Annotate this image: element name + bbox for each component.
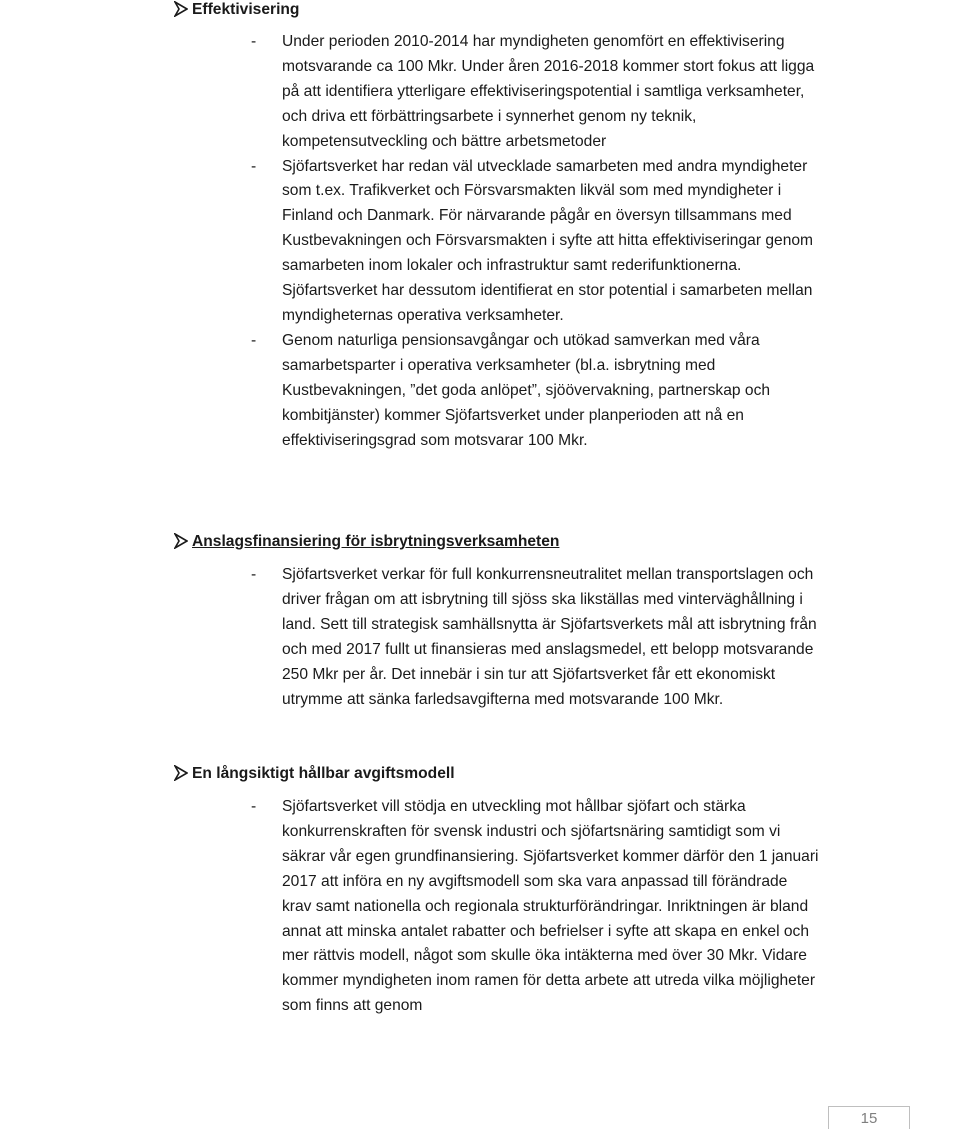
section-title: En långsiktigt hållbar avgiftsmodell xyxy=(192,765,455,782)
list-item-text: Sjöfartsverket har redan väl utvecklade samarbeten med andra myndigheter som t.ex. Trafikverket och Försvarsmakten likväl som med myndigheter i Finland och Danmark. För närvarande pågår en översyn tillsammans med Kustbevakningen och Försvarsmakten i syfte att hitta effektiviseringar genom samarbeten inom lokaler och infrastruktur samt rederifunktionerna. Sjöfartsverket har dessutom identifierat en stor potential i samarbeten mellan myndigheternas operativa verksamheter. xyxy=(282,157,814,324)
page-number: 15 xyxy=(860,1110,878,1127)
section-heading-avgiftsmodell xyxy=(192,762,455,786)
list-item xyxy=(251,795,821,1019)
page-number-box xyxy=(828,1106,910,1129)
section-list-anslagsfinansiering xyxy=(251,563,821,712)
arrow-bullet-icon xyxy=(174,533,188,549)
dash-bullet: - xyxy=(251,798,257,815)
dash-bullet: - xyxy=(251,331,257,349)
section-list-effektivisering xyxy=(251,30,821,453)
list-item xyxy=(251,155,821,329)
list-item-text: Under perioden 2010-2014 har myndigheten genomfört en effektivisering motsvarande ca 100 Mkr. Under åren 2016-2018 kommer stort fokus att ligga på att identifiera ytterligare effektiviseringspotential i samtliga verksamheter, och driva ett förbättringsarbete i synnerhet genom ny teknik, kompetensutveckling och bättre arbetsmetoder xyxy=(282,33,815,150)
section-title: Effektivisering xyxy=(192,1,300,18)
list-item xyxy=(251,563,821,712)
arrow-bullet-icon xyxy=(174,1,188,17)
list-item-text: Sjöfartsverket vill stödja en utveckling mot hållbar sjöfart och stärka konkurrenskraften för svensk industri och sjöfartsnäring samtidigt som vi säkrar vår egen grundfinansiering. Sjöfartsverket kommer därför den 1 januari 2017 att införa en ny avgiftsmodell som ska vara anpassad till förändrade krav samt nationella och regionala strukturförändringar. Inriktningen är bland annat att minska antalet rabatter och befrielser i syfte att skapa en enkel och mer rättvis modell, något som skulle öka intäkterna med över 30 Mkr. Vidare kommer myndigheten inom ramen för detta arbete att utreda vilka möjligheter som finns att genom xyxy=(282,798,819,1015)
list-item-text: Genom naturliga pensionsavgångar och utökad samverkan med våra samarbetsparter i operativa verksamheter (bl.a. isbrytning med Kustbevakningen, ”det goda anlöpet”, sjöövervakning, partnerskap och kombitjänster) kommer Sjöfartsverket under planperioden att nå en effektiviseringsgrad som motsvarar 100 Mkr. xyxy=(282,331,771,449)
section-heading-effektivisering xyxy=(192,0,299,22)
arrow-bullet-icon xyxy=(174,765,188,781)
list-item xyxy=(251,30,821,155)
section-list-avgiftsmodell xyxy=(251,795,821,1019)
dash-bullet: - xyxy=(251,33,257,50)
dash-bullet: - xyxy=(251,566,257,583)
list-item-text: Sjöfartsverket verkar för full konkurrensneutralitet mellan transportslagen och driver frågan om att isbrytning till sjöss ska likställas med vinterväghållning i land. Sett till strategisk samhällsnytta är Sjöfartsverkets mål att isbrytning från och med 2017 fullt ut finansieras med anslagsmedel, ett belopp motsvarande 250 Mkr per år. Det innebär i sin tur att Sjöfartsverket får ett ekonomiskt utrymme att sänka farledsavgifterna med motsvarande 100 Mkr. xyxy=(282,566,817,708)
section-heading-anslagsfinansiering xyxy=(192,530,559,554)
dash-bullet: - xyxy=(251,157,257,175)
list-item xyxy=(251,329,821,454)
section-title: Anslagsfinansiering för isbrytningsverksamheten xyxy=(192,533,560,550)
